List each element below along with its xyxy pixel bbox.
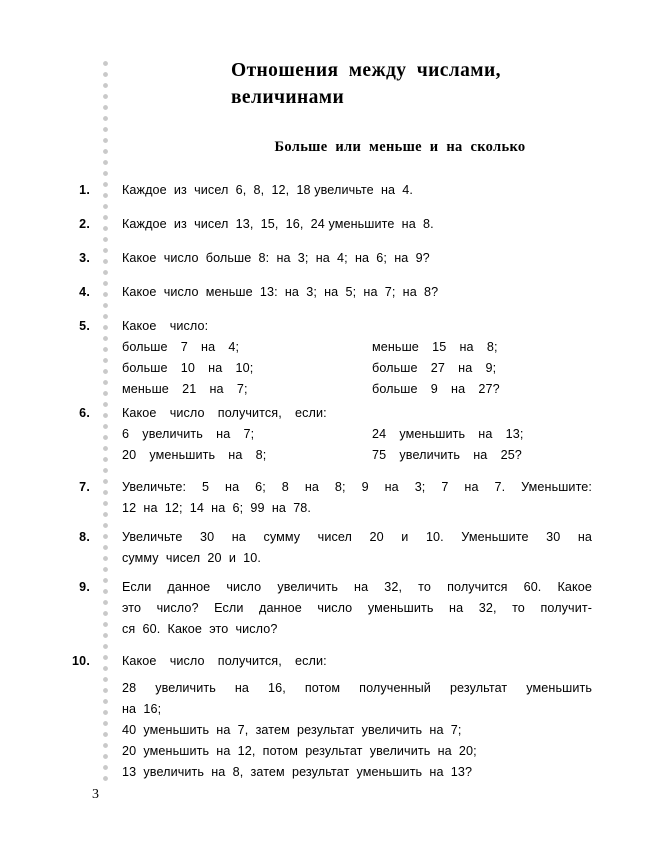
- exercise-body: [122, 248, 592, 269]
- page-title: [231, 57, 601, 111]
- exercise-columns: [122, 424, 592, 466]
- exercise-body: [122, 527, 592, 569]
- exercise-body: [122, 651, 592, 783]
- exercise-subitem-right: больше 27 на 9;: [372, 361, 497, 375]
- exercise-line: Какое число меньше 13: на 3; на 5; на 7; на 8?: [122, 285, 439, 299]
- exercise-body: [122, 403, 592, 466]
- exercise-lead-line: Какое число получится, если:: [122, 406, 327, 420]
- exercise-subitem-left: 20 уменьшить на 8;: [122, 448, 267, 462]
- dotted-margin-rule: [102, 60, 109, 787]
- exercise-column-row: [122, 445, 592, 466]
- page-title-line-2: величинами: [231, 87, 345, 108]
- exercise-number: 4.: [79, 285, 90, 299]
- exercise-body: [122, 214, 592, 235]
- exercise-subitem-right: больше 9 на 27?: [372, 382, 500, 396]
- exercise-number: 2.: [79, 217, 90, 231]
- exercise-number: 6.: [79, 406, 90, 420]
- page-number: 3: [92, 787, 99, 802]
- exercise-column-row: [122, 424, 592, 445]
- exercise-line: 13 увеличить на 8, затем результат уменьшить на 13?: [122, 765, 473, 779]
- exercise-line: 20 уменьшить на 12, потом результат увеличить на 20;: [122, 744, 477, 758]
- exercise-subitem-right: 75 увеличить на 25?: [372, 448, 522, 462]
- exercise-line: Если данное число увеличить на 32, то получится 60. Какое: [122, 580, 592, 594]
- exercise-subitem-right: меньше 15 на 8;: [372, 340, 498, 354]
- exercise-number: 1.: [79, 183, 90, 197]
- page-title-line-1: Отношения между числами,: [231, 60, 501, 81]
- exercise-line: 28 увеличить на 16, потом полученный результат уменьшить: [122, 681, 592, 695]
- exercise-line: это число? Если данное число уменьшить на 32, то получит-: [122, 601, 592, 615]
- exercise-line: ся 60. Какое это число?: [122, 622, 278, 636]
- exercise-subitem-right: 24 уменьшить на 13;: [372, 427, 524, 441]
- exercise-line: Каждое из чисел 13, 15, 16, 24 уменьшите на 8.: [122, 217, 434, 231]
- exercise-body: [122, 477, 592, 519]
- exercise-line: Увеличьте: 5 на 6; 8 на 8; 9 на 3; 7 на 7. Уменьшите:: [122, 480, 592, 494]
- exercise-line: 12 на 12; 14 на 6; 99 на 78.: [122, 501, 312, 515]
- exercise-column-row: [122, 379, 592, 400]
- exercise-lead-line: Какое число получится, если:: [122, 654, 327, 668]
- exercise-subitem-left: больше 10 на 10;: [122, 361, 254, 375]
- exercise-line: 40 уменьшить на 7, затем результат увеличить на 7;: [122, 723, 462, 737]
- exercise-subitem-left: больше 7 на 4;: [122, 340, 240, 354]
- exercise-subitem-left: меньше 21 на 7;: [122, 382, 248, 396]
- exercise-line: сумму чисел 20 и 10.: [122, 551, 261, 565]
- exercise-subitem-left: 6 увеличить на 7;: [122, 427, 255, 441]
- exercise-number: 5.: [79, 319, 90, 333]
- exercise-columns: [122, 337, 592, 400]
- exercise-body: [122, 180, 592, 201]
- exercise-body: [122, 316, 592, 400]
- exercise-number: 8.: [79, 530, 90, 544]
- exercise-column-row: [122, 337, 592, 358]
- exercise-lead-line: Какое число:: [122, 319, 209, 333]
- exercise-number: 9.: [79, 580, 90, 594]
- exercise-line: Увеличьте 30 на сумму чисел 20 и 10. Уменьшите 30 на: [122, 530, 592, 544]
- exercise-number: 10.: [72, 654, 90, 668]
- exercise-body: [122, 282, 592, 303]
- exercise-body: [122, 577, 592, 640]
- exercise-line: на 16;: [122, 702, 162, 716]
- exercise-number: 3.: [79, 251, 90, 265]
- exercise-line: Какое число больше 8: на 3; на 4; на 6; на 9?: [122, 251, 430, 265]
- section-subtitle: Больше или меньше и на сколько: [274, 139, 526, 155]
- exercise-line: Каждое из чисел 6, 8, 12, 18 увеличьте на 4.: [122, 183, 414, 197]
- exercise-number: 7.: [79, 480, 90, 494]
- exercise-column-row: [122, 358, 592, 379]
